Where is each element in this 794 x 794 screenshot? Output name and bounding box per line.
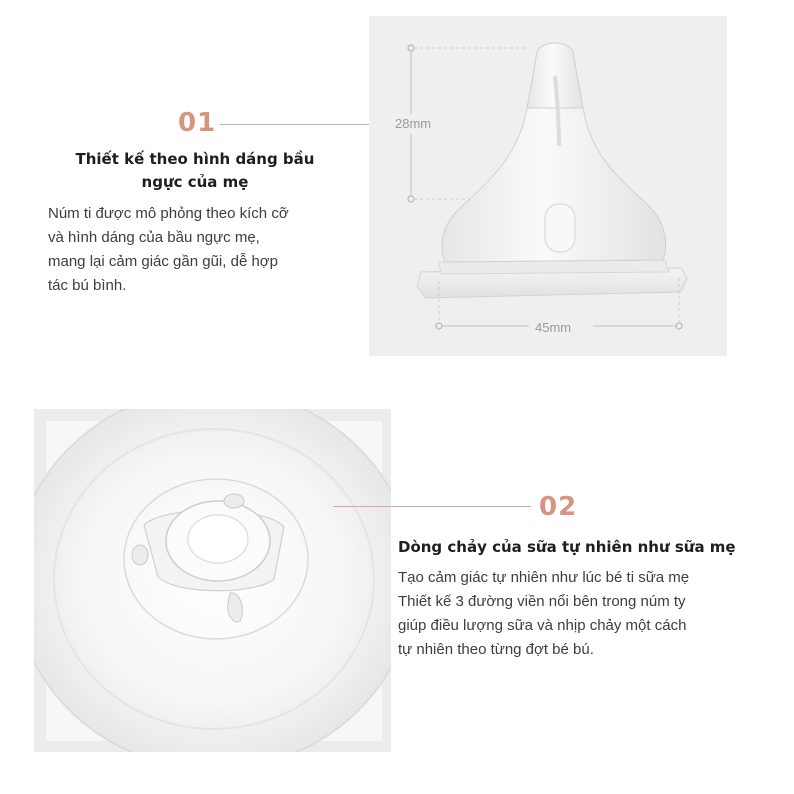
feature1-title-line2: ngực của mẹ [141,173,249,191]
feature1-desc-line: mang lại cảm giác gần gũi, dễ hợp [48,253,278,270]
feature2-connector-line [333,506,531,507]
nipple-inside-photo [34,409,391,752]
feature1-number: 01 [178,108,217,138]
feature2-desc-line: Tạo cảm giác tự nhiên như lúc bé ti sữa mẹ [398,569,690,586]
feature2-desc-line: tự nhiên theo từng đợt bé bú. [398,641,594,658]
feature2-desc-line: giúp điều lượng sữa và nhịp chảy một cách [398,617,687,634]
nipple-inside-illustration [34,409,391,752]
feature2-description [398,566,778,662]
feature2-title: Dòng chảy của sữa tự nhiên như sữa mẹ [398,538,736,556]
feature1-desc-line: và hình dáng của bầu ngực mẹ, [48,229,260,246]
width-dimension-label: 45mm [535,320,572,335]
feature1-connector-line [220,124,383,125]
height-dimension-label: 28mm [395,116,432,131]
feature2-desc-line: Thiết kế 3 đường viền nổi bên trong núm ty [398,593,686,610]
feature1-title-line1: Thiết kế theo hình dáng bầu [75,150,315,168]
feature2-number: 02 [539,492,578,522]
feature1-title [30,148,360,194]
nipple-side-illustration [369,16,727,356]
feature1-desc-line: Núm ti được mô phỏng theo kích cỡ [48,205,289,222]
nipple-side-photo [369,16,727,356]
feature1-desc-line: tác bú bình. [48,277,127,294]
feature1-description [48,202,358,298]
